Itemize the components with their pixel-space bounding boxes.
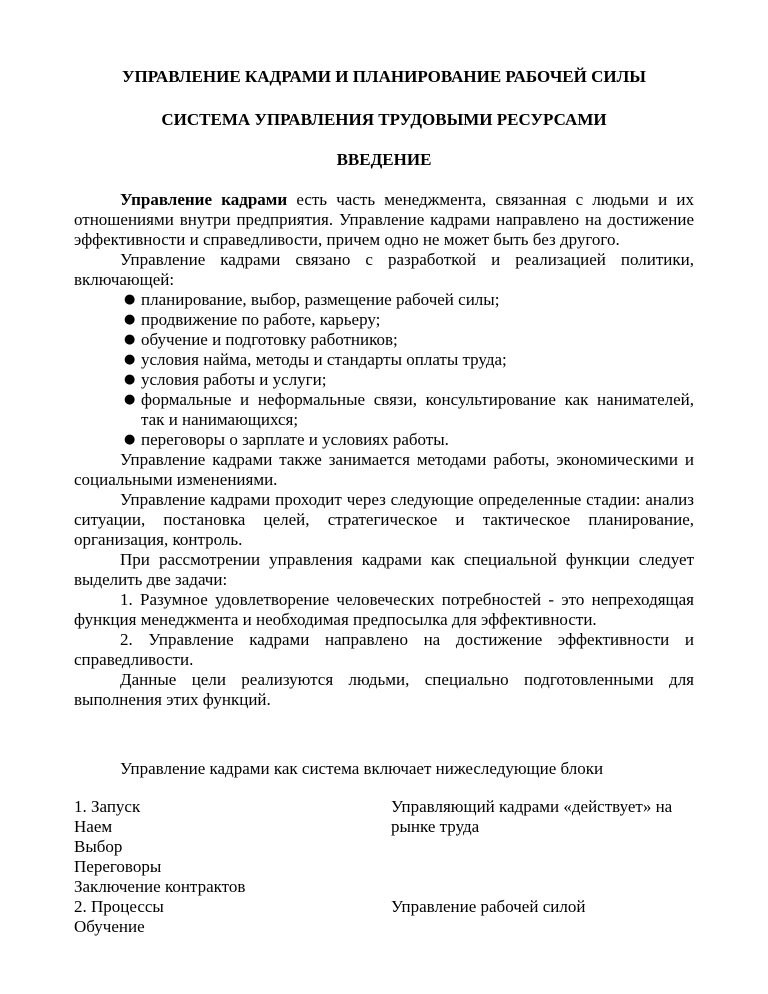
- bullet-item: [124, 310, 694, 330]
- bullet-dot-icon: ●: [124, 332, 136, 347]
- document-subtitle: СИСТЕМА УПРАВЛЕНИЯ ТРУДОВЫМИ РЕСУРСАМИ: [161, 110, 607, 129]
- section-heading: ВВЕДЕНИЕ: [336, 150, 432, 169]
- bullet-text: переговоры о зарплате и условиях работы.: [141, 430, 449, 449]
- block-item: Заключение контрактов: [74, 877, 246, 896]
- goals-paragraph: Данные цели реализуются людьми, специально подготовленными для выполнения этих функций.: [74, 670, 694, 709]
- bullet-item: [124, 330, 694, 350]
- policy-bullet-list: [74, 290, 694, 450]
- bullet-text: планирование, выбор, размещение рабочей силы;: [141, 290, 500, 309]
- blocks-left-column: [74, 797, 374, 937]
- intro-paragraph: [74, 190, 694, 250]
- block-item: 2. Процессы: [74, 897, 164, 916]
- blocks-right-column: [391, 797, 694, 917]
- bullet-item: [124, 370, 694, 390]
- stages-paragraph: Управление кадрами проходит через следующие определенные стадии: анализ ситуации, постановка целей, стратегическое и тактическое планирование, организация, контроль.: [74, 490, 694, 549]
- bullet-dot-icon: ●: [124, 432, 136, 447]
- tasks-paragraph: При рассмотрении управления кадрами как специальной функции следует выделить две задачи:: [74, 550, 694, 589]
- block-description-line: рынке труда: [391, 817, 480, 836]
- block-description-line: Управление рабочей силой: [391, 897, 586, 916]
- document-body: [74, 190, 694, 710]
- intro-term: Управление кадрами: [120, 190, 288, 209]
- bullet-item: [124, 290, 694, 310]
- bullet-item: [124, 430, 694, 450]
- bullet-dot-icon: ●: [124, 312, 136, 327]
- bullet-item: [124, 390, 694, 430]
- task-1-paragraph: 1. Разумное удовлетворение человеческих потребностей - это непреходящая функция менеджмента и необходимая предпосылка для эффективности.: [74, 590, 694, 629]
- bullet-dot-icon: ●: [124, 292, 136, 307]
- bullet-item: [124, 350, 694, 370]
- block-item: Обучение: [74, 917, 145, 936]
- bullet-text: продвижение по работе, карьеру;: [141, 310, 381, 329]
- block-item: Переговоры: [74, 857, 162, 876]
- blocks-intro: [74, 759, 694, 779]
- blocks-intro-text: Управление кадрами как система включает нижеследующие блоки: [120, 759, 604, 778]
- block-item: Наем: [74, 817, 113, 836]
- intro-rest: есть часть менеджмента, связанная с людьми и их отношениями внутри предприятия. Управление кадрами направлено на достижение эффективности и справедливости, причем одно не может быть без другого.: [74, 190, 694, 249]
- bullet-text: условия работы и услуги;: [141, 370, 327, 389]
- bullet-text: условия найма, методы и стандарты оплаты труда;: [141, 350, 507, 369]
- bullet-text: обучение и подготовку работников;: [141, 330, 398, 349]
- methods-paragraph: Управление кадрами также занимается методами работы, экономическими и социальными изменениями.: [74, 450, 694, 489]
- block-item: 1. Запуск: [74, 797, 141, 816]
- bullet-dot-icon: ●: [124, 392, 136, 407]
- bullet-dot-icon: ●: [124, 352, 136, 367]
- block-item: Выбор: [74, 837, 123, 856]
- policy-intro-paragraph: Управление кадрами связано с разработкой и реализацией политики, включающей:: [74, 250, 694, 289]
- bullet-dot-icon: ●: [124, 372, 136, 387]
- bullet-text: формальные и неформальные связи, консультирование как нанимателей, так и нанимающихся;: [141, 390, 694, 429]
- task-2-paragraph: 2. Управление кадрами направлено на достижение эффективности и справедливости.: [74, 630, 694, 669]
- document-title: УПРАВЛЕНИЕ КАДРАМИ И ПЛАНИРОВАНИЕ РАБОЧЕЙ СИЛЫ: [122, 67, 646, 86]
- block-description-line: Управляющий кадрами «действует» на: [391, 797, 673, 816]
